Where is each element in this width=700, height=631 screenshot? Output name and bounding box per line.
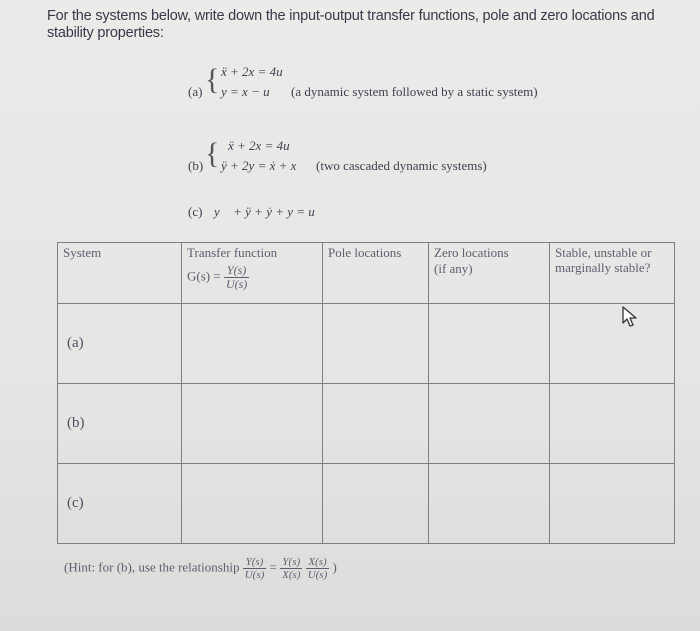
system-b-eq1: ẍ + 2x = 4u bbox=[228, 138, 290, 153]
mouse-pointer-icon bbox=[621, 305, 643, 329]
row-a-label: (a) bbox=[58, 304, 182, 384]
system-a-tag: (a) bbox=[188, 84, 203, 99]
table-row bbox=[58, 304, 675, 384]
transfer-num: Y(s) bbox=[224, 264, 249, 278]
header-transfer-formula bbox=[187, 264, 317, 291]
system-b-tag: (b) bbox=[188, 158, 204, 173]
header-system bbox=[58, 243, 182, 304]
hint-suffix: ) bbox=[332, 559, 337, 575]
system-b-eq2: ÿ + 2y = ẋ + x bbox=[221, 158, 297, 173]
row-c-stable-cell[interactable] bbox=[550, 464, 675, 544]
header-stable-label: Stable, unstable or marginally stable? bbox=[555, 245, 652, 275]
hint-r1-num: Y(s) bbox=[280, 556, 302, 569]
row-c-transfer-cell[interactable] bbox=[182, 464, 323, 544]
hint-lhs-num: Y(s) bbox=[243, 556, 267, 569]
row-a-transfer-cell[interactable] bbox=[182, 304, 323, 384]
header-transfer bbox=[182, 243, 323, 304]
answer-table bbox=[57, 242, 675, 544]
system-a-eq2: y = x − u bbox=[221, 84, 270, 99]
hint-lhs-den: U(s) bbox=[244, 569, 265, 581]
row-a-poles-cell[interactable] bbox=[323, 304, 429, 384]
row-c-label: (c) bbox=[58, 464, 182, 544]
row-c-poles-cell[interactable] bbox=[323, 464, 429, 544]
header-zeros-sub: (if any) bbox=[434, 261, 473, 276]
row-b-zeros-cell[interactable] bbox=[429, 384, 550, 464]
system-b-note: (two cascaded dynamic systems) bbox=[316, 158, 487, 173]
header-transfer-label: Transfer function bbox=[187, 245, 278, 260]
system-a-brace: { bbox=[205, 63, 220, 96]
hint-r2-den: U(s) bbox=[307, 569, 328, 581]
table-row bbox=[58, 464, 675, 544]
row-c-zeros-cell[interactable] bbox=[429, 464, 550, 544]
hint-r1-fraction bbox=[280, 556, 302, 581]
header-system-label: System bbox=[63, 245, 102, 260]
system-b bbox=[188, 136, 668, 180]
system-a bbox=[188, 62, 668, 106]
system-c-eq1: y⃛ + ÿ + ẏ + y = u bbox=[214, 204, 315, 219]
hint-r1-den: X(s) bbox=[282, 569, 301, 581]
row-b-stable-cell[interactable] bbox=[550, 384, 675, 464]
row-a-zeros-cell[interactable] bbox=[429, 304, 550, 384]
hint-prefix: (Hint: for (b), use the relationship bbox=[64, 559, 240, 575]
header-poles bbox=[323, 243, 429, 304]
hint-equals: = bbox=[269, 559, 277, 575]
header-zeros bbox=[429, 243, 550, 304]
header-poles-label: Pole locations bbox=[328, 245, 402, 260]
table-row bbox=[58, 384, 675, 464]
table-header-row bbox=[58, 243, 675, 304]
header-stable bbox=[550, 243, 675, 304]
system-a-note: (a dynamic system followed by a static system) bbox=[291, 84, 538, 99]
instructions-text: For the systems below, write down the input-output transfer functions, pole and zero locations and stability properties: bbox=[47, 8, 655, 41]
row-b-label: (b) bbox=[58, 384, 182, 464]
system-c bbox=[188, 204, 488, 224]
header-zeros-label: Zero locations bbox=[434, 245, 509, 260]
system-a-eq1: ẍ + 2x = 4u bbox=[221, 64, 283, 79]
hint-text bbox=[64, 556, 337, 581]
transfer-den: U(s) bbox=[225, 277, 248, 291]
hint-r2-num: X(s) bbox=[306, 556, 330, 569]
transfer-lhs: G(s) = bbox=[187, 268, 221, 284]
hint-lhs-fraction bbox=[243, 556, 267, 581]
row-b-transfer-cell[interactable] bbox=[182, 384, 323, 464]
hint-r2-fraction bbox=[306, 556, 330, 581]
row-b-poles-cell[interactable] bbox=[323, 384, 429, 464]
transfer-fraction bbox=[224, 264, 249, 291]
row-a-stable-cell[interactable] bbox=[550, 304, 675, 384]
system-b-brace: { bbox=[205, 137, 220, 170]
system-c-tag: (c) bbox=[188, 204, 203, 219]
